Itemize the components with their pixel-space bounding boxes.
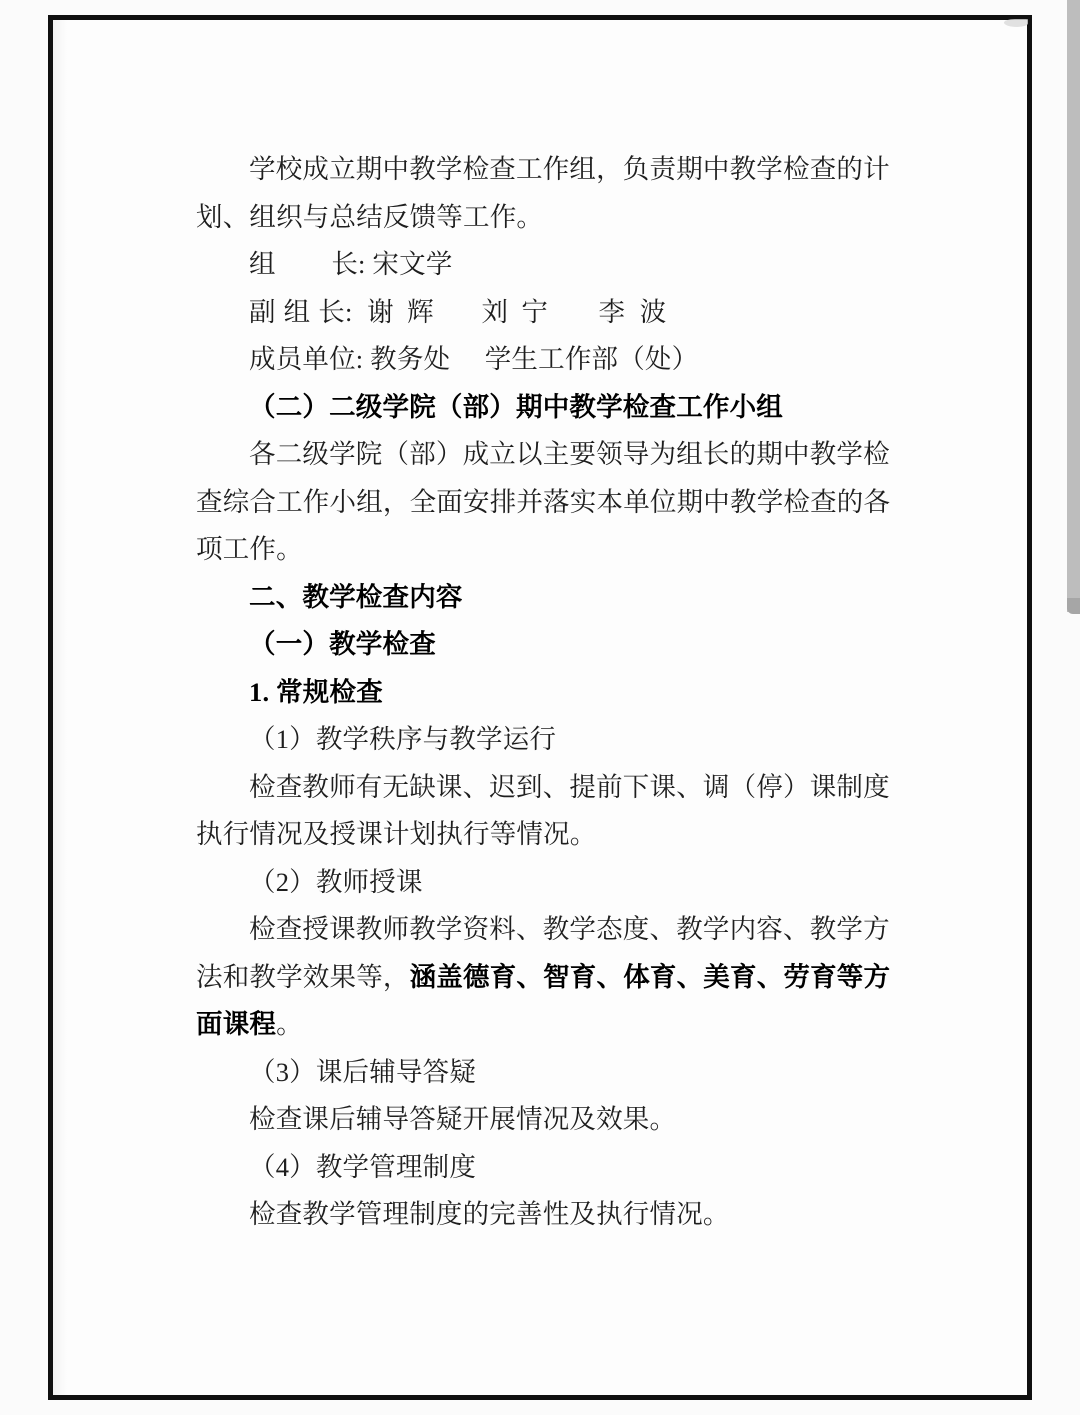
text-segment: （2）教师授课 — [249, 866, 423, 897]
text-segment: 辉 — [407, 296, 434, 327]
text-line — [196, 289, 888, 337]
text-line — [196, 194, 888, 242]
text-line — [196, 811, 888, 859]
scanner-edge-strip — [1067, 0, 1080, 612]
text-line — [196, 716, 888, 764]
text-segment: 组 — [249, 249, 276, 279]
bold-text-segment: 面课程 — [196, 1009, 277, 1039]
text-line — [196, 1001, 888, 1049]
text-line — [196, 146, 888, 194]
text-line — [196, 384, 888, 432]
text-segment: 检查教学管理制度的完善性及执行情况。 — [249, 1199, 730, 1229]
text-segment: 检查教师有无缺课、迟到、提前下课、调（停）课制度 — [249, 771, 890, 802]
text-line — [196, 906, 888, 954]
text-segment: 学生工作部（处） — [484, 344, 699, 374]
text-line — [196, 431, 888, 479]
scanner-edge-strip-shadow — [1067, 598, 1080, 614]
text-segment: （1）教学秩序与教学运行 — [249, 724, 557, 754]
text-segment: 组 — [283, 296, 311, 327]
text-line — [196, 669, 888, 717]
text-line — [196, 1144, 888, 1192]
text-segment: 成员单位: 教务处 — [249, 344, 451, 374]
text-segment: 检查授课教师教学资料、教学态度、教学内容、教学方 — [249, 914, 890, 944]
text-segment: 项工作。 — [196, 534, 303, 564]
bold-text-segment: （二）二级学院（部）期中教学检查工作小组 — [249, 391, 783, 422]
text-segment: 刘 — [481, 296, 509, 327]
scan-smudge — [1004, 19, 1028, 27]
text-line — [196, 1049, 888, 1097]
text-segment: 宁 — [521, 296, 549, 327]
text-segment: 法和教学效果等， — [196, 961, 410, 992]
text-segment: 划、组织与总结反馈等工作。 — [196, 201, 544, 232]
text-line — [196, 336, 888, 384]
text-line — [196, 764, 888, 812]
text-segment: 执行情况及授课计划执行等情况。 — [196, 819, 597, 849]
text-segment: 检查课后辅导答疑开展情况及效果。 — [249, 1104, 677, 1134]
text-segment: 各二级学院（部）成立以主要领导为组长的期中教学检 — [249, 439, 890, 469]
text-segment: 学校成立期中教学检查工作组，负责期中教学检查的计 — [249, 154, 890, 184]
text-segment: 。 — [276, 1009, 303, 1039]
text-segment: 查综合工作小组，全面安排并落实本单位期中教学检查的各 — [196, 486, 891, 517]
bold-text-segment: 1. 常规检查 — [249, 676, 383, 707]
text-line — [196, 574, 888, 622]
text-line — [196, 954, 891, 1002]
text-segment: 谢 — [367, 296, 394, 327]
text-line — [196, 1096, 888, 1144]
text-line — [196, 1191, 888, 1239]
text-line — [196, 526, 888, 574]
text-line — [196, 241, 888, 289]
text-line — [196, 621, 888, 669]
text-segment: 波 — [639, 296, 667, 327]
text-segment: 长: 宋文学 — [331, 249, 453, 279]
bold-text-segment: （一）教学检查 — [249, 629, 436, 659]
text-segment: 长: — [318, 296, 353, 327]
text-line — [196, 859, 888, 907]
bold-text-segment: 二、教学检查内容 — [249, 581, 463, 612]
bold-text-segment: 涵盖德育、智育、体育、美育、劳育等方 — [409, 961, 891, 992]
text-segment: （4）教学管理制度 — [249, 1151, 477, 1182]
text-segment: 李 — [598, 296, 626, 327]
text-line — [196, 479, 891, 527]
text-segment: 副 — [249, 296, 276, 327]
text-segment: （3）课后辅导答疑 — [249, 1056, 477, 1087]
document-text — [196, 146, 891, 1239]
